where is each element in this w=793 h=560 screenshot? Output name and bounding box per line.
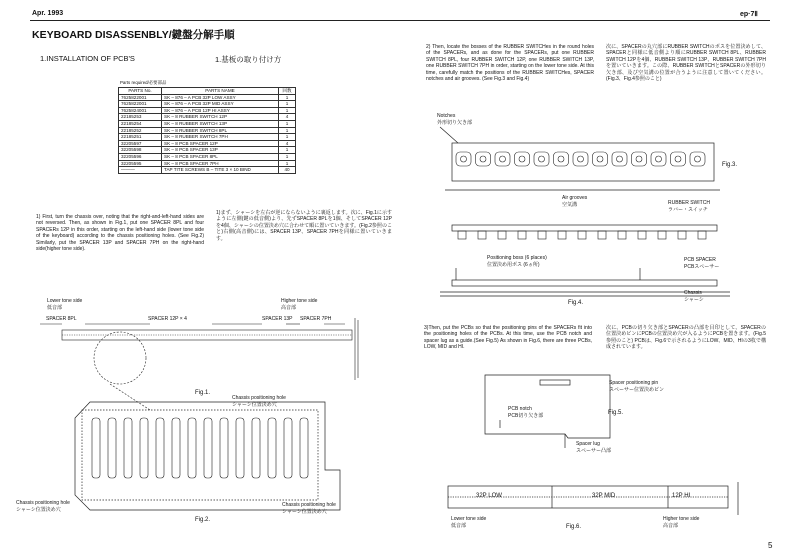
fig4-boss-label: Positioning boss (6 places) — [487, 255, 547, 261]
table-cell: 7625824001 — [119, 107, 162, 114]
table-cell: SK – 8 PCB SPACER 12P — [162, 140, 279, 147]
fig2-hole-label-top: Chassis positioning hole — [232, 395, 286, 401]
fig5-notch-label: PCB notch — [508, 406, 532, 412]
fig5-pin-label-jp: スペーサー位置決めピン — [609, 387, 665, 393]
table-cell: 32205596 — [119, 153, 162, 160]
table-cell: 1 — [279, 147, 296, 154]
fig5-pin-label: Spacer positioning pin — [609, 380, 659, 386]
fig4-pcb-spacer-label-jp: PCBスペーサー — [684, 264, 720, 270]
fig4-boss-label-jp: 位置決め用ボス (6ヵ所) — [487, 262, 540, 268]
fig2-hole-label-right-jp: シャーシ位置決め穴 — [282, 509, 327, 515]
table-cell: ——— — [119, 167, 162, 174]
table-cell: SK – 8 PCB SPACER 7PH — [162, 160, 279, 167]
column-header: PARTS No. — [119, 88, 162, 95]
parts-table-caption: Parts required/必要部品 — [120, 80, 167, 85]
fig3-caption: Fig.3. — [722, 162, 738, 168]
fig2-hole-label-left-jp: シャーシ位置決め穴 — [16, 507, 61, 513]
section-heading-jp: 1.基板の取り付け方 — [215, 55, 282, 64]
table-cell: 1 — [279, 127, 296, 134]
page-number: 5 — [768, 541, 773, 550]
header-date: Apr. 1993 — [32, 10, 64, 17]
table-cell: 40 — [279, 167, 296, 174]
fig6-low-label: 32P LOW — [476, 493, 502, 499]
fig5-lug-label: Spacer lug — [576, 441, 600, 447]
table-cell: SK – 8 RUBBER SWITCH 12P — [162, 114, 279, 121]
fig3-air-grooves-label: Air grooves — [562, 195, 588, 201]
fig3-air-grooves-label-jp: 空気溝 — [562, 202, 578, 208]
table-cell: SK – 8 PCB SPACER 13P — [162, 147, 279, 154]
fig1-higher-tone-label-jp: 高音部 — [281, 305, 297, 311]
table-cell: 1 — [279, 94, 296, 101]
step3-text-jp: 次に、PCBの切り欠き部とSPACERの凸部を目印として、SPACERの位置決めピンにPCBの位置決め穴が入るようにPCBを置きます。(Fig.5参照のこと) PCBは、Fig.6で示されるようにLOW、MID、HIの3枚で構成されています。 — [606, 325, 766, 351]
fig3-notches-label-jp: 外形切り欠き部 — [437, 120, 473, 126]
header-model: ep·7Ⅱ — [740, 11, 758, 18]
fig6-lower-tone-label: Lower tone side — [451, 516, 487, 522]
fig4-rubber-switch-label: RUBBER SWITCH — [668, 200, 710, 206]
table-cell: 22185252 — [119, 127, 162, 134]
table-cell: 1 — [279, 107, 296, 114]
table-cell: 32205598 — [119, 147, 162, 154]
step1-text-jp: 1)まず、シャーシを左右が逆にならないように裏返します。次に、Fig.1に示すように左側(鍵の低音側)より、先ずSPACER 8PLを1個、そしてSPACER 12Pを4個、シャーシの位置決め穴に合わせて順に置いていきます。(Fig.2参照のこと)右側(高音側)には、SPACER 13P、SPACER 7PHを同様に置いていきます。 — [216, 210, 392, 242]
table-cell: SK – 8 RUBBER SWITCH 8PL — [162, 127, 279, 134]
table-cell: 7625822001 — [119, 94, 162, 101]
table-cell: 22185251 — [119, 134, 162, 141]
table-cell: SK – 876 – A PCB 32P MID ASSY — [162, 101, 279, 108]
table-cell: 22185253 — [119, 114, 162, 121]
fig6-higher-tone-label-jp: 高音部 — [663, 523, 679, 529]
table-cell: SK – 876 – A PCB 12P HI ASSY — [162, 107, 279, 114]
fig1-lower-tone-label: Lower tone side — [47, 298, 83, 304]
fig2-hole-label-right: Chassis positioning hole — [282, 502, 336, 508]
fig4-chassis-label: Chassis — [684, 290, 702, 296]
table-cell: SK – 8 PCB SPACER 8PL — [162, 153, 279, 160]
page-title: KEYBOARD DISASSENBLY/鍵盤分解手順 — [32, 29, 235, 41]
fig4-caption: Fig.4. — [568, 300, 584, 306]
fig1-lower-tone-label-jp: 低音部 — [47, 305, 63, 311]
table-cell: 4 — [279, 114, 296, 121]
table-cell: 1 — [279, 160, 296, 167]
fig2-caption: Fig.2. — [195, 517, 211, 523]
fig6-higher-tone-label: Higher tone side — [663, 516, 700, 522]
table-cell: 7625822001 — [119, 101, 162, 108]
step2-text-en: 2) Then, locate the bosses of the RUBBER SWITCHes in the round holes of the SPACERs, and as done for the SPACERs, put one RUBBER SWITCH 8PL, four RUBBER SWITCH 12P, one RUBBER SWITCH 13P, one RUBBER SWITCH 7PH in order, starting on the lower tone side. At this time, carefully match the positions of the RUBBER SWITCHes, SPACER notches and air grooves. (See Fig.3 and Fig.4) — [426, 44, 594, 83]
fig1-spacer-13p-label: SPACER 13P — [262, 316, 293, 322]
table-cell: 4 — [279, 140, 296, 147]
table-cell: 1 — [279, 101, 296, 108]
fig3-notches-label: Notches — [437, 113, 456, 119]
table-cell: TAP TITE SCREWS B – TITE 3 × 10 BIND — [162, 167, 279, 174]
step1-text-en: 1) First, turn the chassis over, noting that the right-and-left-hand sides are not reversed. Then, as shown in Fig.1, put one SPACER 8PL and four SPACERs 12P in this order, starting on the left-hand side (lower tone side of the keyboard) according to the chassis positioning holes. (See Fig.2) Similarly, put the SPACER 13P and SPACER 7PH on the right-hand side(higher tone side). — [36, 214, 204, 253]
fig5-notch-label-jp: PCB切り欠き部 — [508, 413, 544, 419]
table-cell: 22185254 — [119, 120, 162, 127]
table-cell: 32205597 — [119, 140, 162, 147]
table-cell: 1 — [279, 134, 296, 141]
fig2-hole-label-top-jp: シャーシ位置決め穴 — [232, 402, 277, 408]
table-cell: SK – 876 – A PCB 32P LOW ASSY — [162, 94, 279, 101]
table-cell: 1 — [279, 153, 296, 160]
step2-text-jp: 次に、SPACERの丸穴部にRUBBER SWITCHのボスを位置決めして、SPACERと同様に低音側より順にRUBBER SWITCH 8PL、RUBBER SWITCH 12Pを4個、RUBBER SWITCH 13P、RUBBER SWITCH 7PHを置いていきます。この際、RUBBER SWITCHとSPACERの外形切り欠き部、及び空気溝の位置が合うように注意して置いてください。(Fig.3、Fig.4参照のこと) — [606, 44, 766, 83]
fig4-chassis-label-jp: シャーシ — [684, 297, 704, 303]
table-cell: SK – 8 RUBBER SWITCH 7PH — [162, 134, 279, 141]
table-cell: 1 — [279, 120, 296, 127]
fig6-caption: Fig.6. — [566, 524, 582, 530]
fig6-hi-label: 12P HI — [672, 493, 691, 499]
table-cell: 32205595 — [119, 160, 162, 167]
fig1-spacer-7ph-label: SPACER 7PH — [300, 316, 332, 322]
fig6-lower-tone-label-jp: 低音部 — [451, 523, 467, 529]
column-header: 回数 — [279, 88, 296, 95]
fig1-higher-tone-label: Higher tone side — [281, 298, 318, 304]
fig6-mid-label: 32P MID — [592, 493, 616, 499]
fig5-lug-label-jp: スペーサー凸部 — [576, 448, 612, 454]
fig1-spacer-8pl-label: SPACER 8PL — [46, 316, 77, 322]
fig4-rubber-switch-label-jp: ラバー・スイッチ — [668, 207, 708, 213]
fig2-hole-label-left: Chassis positioning hole — [16, 500, 70, 506]
fig4-pcb-spacer-label: PCB SPACER — [684, 257, 716, 263]
fig5-caption: Fig.5. — [608, 410, 624, 416]
fig1-spacer-12p-label: SPACER 12P × 4 — [148, 316, 187, 322]
step3-text-en: 3)Then, put the PCBs so that the positioning pins of the SPACERs fit into the positioning holes of the PCBs. At this time, use the PCB notch and spacer lug as a guide.(See Fig.5) As shown in Fig.6, there are three PCBs, LOW, MID and HI. — [424, 325, 592, 351]
column-header: PARTS NAME — [162, 88, 279, 95]
section-heading-en: 1.INSTALLATION OF PCB'S — [40, 54, 135, 63]
table-cell: SK – 8 RUBBER SWITCH 13P — [162, 120, 279, 127]
fig1-caption: Fig.1. — [195, 390, 211, 396]
